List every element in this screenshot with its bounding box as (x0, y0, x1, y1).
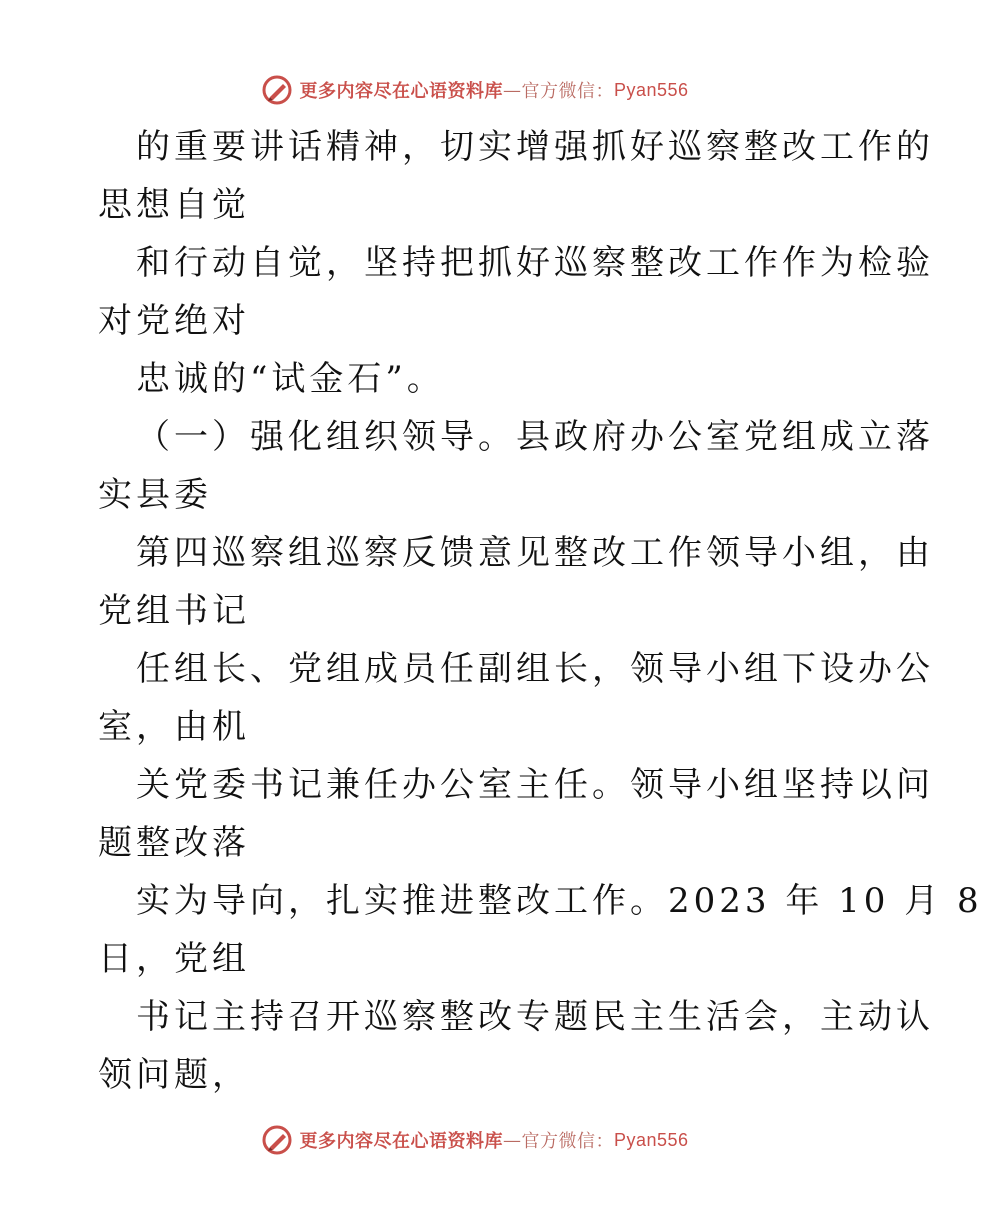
text-line: 任组长、党组成员任副组长，领导小组下设办公 (136, 649, 934, 689)
text-line: 忠诚的“试金石”。 (136, 359, 445, 399)
pen-logo-icon (261, 1124, 293, 1156)
text-line: 日，党组 (98, 939, 250, 979)
watermark-wechat-label: 官方微信： (521, 81, 614, 102)
text-line: 实为导向，扎实推进整改工作。2023 年 10 月 8 (136, 881, 983, 921)
text-line: 实县委 (98, 475, 212, 515)
watermark-separator: — (502, 79, 522, 101)
text-line: 和行动自觉，坚持把抓好巡察整改工作作为检验 (136, 243, 934, 283)
text-line: 第四巡察组巡察反馈意见整改工作领导小组，由 (136, 533, 934, 573)
text-line: 题整改落 (98, 823, 250, 863)
text-line: 对党绝对 (98, 301, 250, 341)
pen-logo-icon (261, 74, 293, 106)
text-line: 思想自觉 (98, 185, 250, 225)
watermark-wechat-label: 官方微信： (521, 1131, 614, 1152)
watermark-wechat-id: Pyan556 (613, 1129, 689, 1150)
text-line: 党组书记 (98, 591, 250, 631)
text-line: 领问题， (98, 1055, 250, 1095)
watermark-banner-top (0, 70, 950, 110)
text-line: 室，由机 (98, 707, 250, 747)
text-line: 的重要讲话精神，切实增强抓好巡察整改工作的 (136, 127, 934, 167)
watermark-wechat-id: Pyan556 (613, 79, 689, 100)
text-line: （一）强化组织领导。县政府办公室党组成立落 (136, 417, 934, 457)
watermark-site-text: 更多内容尽在心语资料库 (299, 1131, 503, 1152)
body-text (98, 118, 983, 1104)
watermark-site-text: 更多内容尽在心语资料库 (299, 81, 503, 102)
text-line: 关党委书记兼任办公室主任。领导小组坚持以问 (136, 765, 934, 805)
text-line: 书记主持召开巡察整改专题民主生活会，主动认 (136, 997, 934, 1037)
watermark-separator: — (502, 1129, 522, 1151)
watermark-banner-bottom (0, 1120, 950, 1160)
